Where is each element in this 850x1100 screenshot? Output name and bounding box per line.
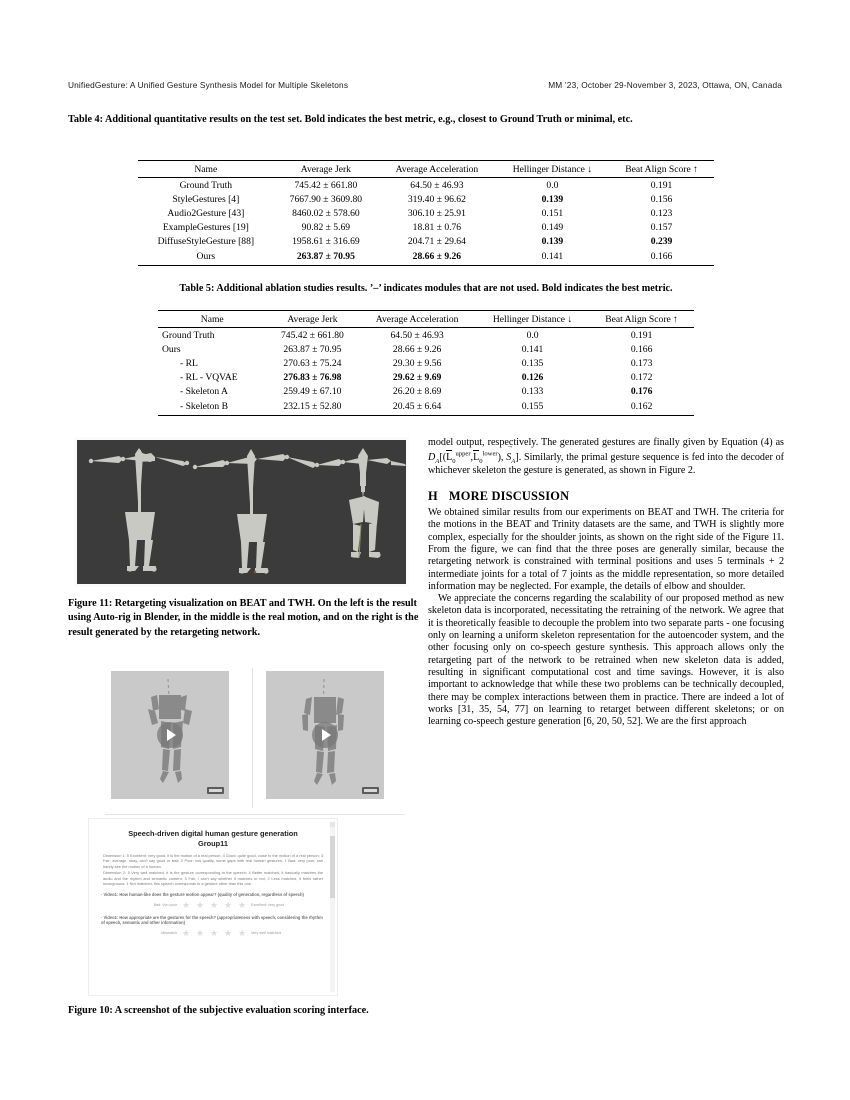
equation-paragraph-pre: model output, respectively. The generated gestures are finally given by Equation (4) as xyxy=(428,437,784,448)
table4-body xyxy=(138,178,714,266)
survey-question-1-rating xyxy=(101,901,327,909)
star-icon[interactable]: ★ xyxy=(224,927,233,938)
equation-symbol-l-upper: L xyxy=(446,451,453,463)
running-head-title: UnifiedGesture: A Unified Gesture Synthesis Model for Multiple Skeletons xyxy=(68,80,349,90)
table5-cell-jerk: 276.83 ± 76.98 xyxy=(283,372,342,384)
table4-cell-name: ExampleGestures [19] xyxy=(162,222,249,234)
star-icon[interactable]: ★ xyxy=(210,927,219,938)
table4-cell-accel: 18.81 ± 0.76 xyxy=(412,222,462,234)
running-head-venue: MM ’23, October 29-November 3, 2023, Ottawa, ON, Canada xyxy=(548,80,782,90)
table4-cell-beat: 0.156 xyxy=(650,193,673,205)
table4-col-accel: Average Acceleration xyxy=(378,161,496,178)
table4-cell-beat: 0.157 xyxy=(650,222,673,234)
table-row xyxy=(158,371,694,385)
skeleton-middle xyxy=(193,449,317,574)
table5-cell-name: - Skeleton B xyxy=(158,399,266,415)
play-button-2[interactable] xyxy=(312,722,338,748)
table5-cell-name: - Skeleton A xyxy=(180,386,228,398)
survey-title-line1: Speech-driven digital human gesture generation xyxy=(128,829,298,838)
table4-cell-jerk: 7667.90 ± 3609.80 xyxy=(289,193,363,205)
table5 xyxy=(158,310,694,416)
skeleton-left xyxy=(89,448,189,572)
equation-paragraph xyxy=(428,436,784,478)
equation-symbol-l-lower-sup: lower xyxy=(482,450,498,458)
table4-header-row xyxy=(138,161,714,178)
survey-form-screenshot xyxy=(88,818,338,996)
table-row xyxy=(138,249,714,265)
table4-cell-accel: 204.71 ± 29.64 xyxy=(407,236,466,248)
table4-cell-jerk: 90.82 ± 5.69 xyxy=(301,222,351,234)
table-row xyxy=(138,192,714,206)
discussion-paragraph-2: We appreciate the concerns regarding the scalability of our proposed method as new skeleton data is incorporated, necessitating the retraining of the network. We agree that it is theoretically feasible to decouple the problem into two separate parts - one focusing only on learning a uniform skeleton representation for the autoencoder system, and the other focusing only on co-speech gesture synthesis. This approach allows only the retargeting part of the network to be retrained when new skeleton data is added, resulting in significant computational cost and time savings. However, it is also important to acknowledge that while these two problems can be technically decoupled, there may be complex interactions between them in practice. There are indeed a lot of works [31, 35, 54, 77] on learning to retarget between different skeletons; or on learning co-speech gesture generation [6, 20, 50, 52]. We are the first approach xyxy=(428,593,784,728)
figure-11-image xyxy=(74,437,409,587)
table-row xyxy=(138,221,714,235)
survey-description xyxy=(103,853,323,886)
table4-cell-hellinger: 0.0 xyxy=(546,179,559,191)
table5-header-row xyxy=(158,311,694,328)
equation-bracket-close: ] xyxy=(515,451,519,463)
survey-question-2 xyxy=(101,915,327,937)
table5-cell-accel: 28.66 ± 9.26 xyxy=(392,343,442,355)
table4-head xyxy=(138,161,714,178)
table5-cell-accel: 29.30 ± 9.56 xyxy=(392,357,442,369)
equation-comma-1: , xyxy=(470,451,474,463)
table4-caption: Table 4: Additional quantitative results on the test set. Bold indicates the best metric, e.g., closest to Ground Truth or minimal, etc. xyxy=(68,114,633,125)
star-rating-2[interactable] xyxy=(182,929,246,937)
table4-cell-hellinger: 0.141 xyxy=(496,249,609,265)
table-row xyxy=(138,206,714,220)
star-icon[interactable]: ★ xyxy=(238,899,247,910)
equation-symbol-l-upper-sub: 0 xyxy=(452,457,456,465)
table5-cell-hellinger: 0.126 xyxy=(521,372,544,384)
table4-cell-beat: 0.239 xyxy=(650,236,673,248)
table5-cell-hellinger: 0.133 xyxy=(521,386,544,398)
table5-cell-beat: 0.173 xyxy=(630,357,653,369)
table5-cell-beat: 0.166 xyxy=(630,343,653,355)
equation-symbol-da-sub: A xyxy=(435,457,440,465)
table5-cell-jerk: 745.42 ± 661.80 xyxy=(281,329,344,341)
table4-cell-jerk: 8460.02 ± 578.60 xyxy=(292,207,360,219)
table-row xyxy=(158,328,694,343)
table5-cell-name: - RL - VQVAE xyxy=(180,372,238,384)
survey-question-1-text: · Video1: How human-like does the gesture motion appear? (quality of generation, regardless of speech) xyxy=(101,891,304,897)
table5-cell-jerk: 232.15 ± 52.80 xyxy=(266,399,358,415)
table5-cell-accel: 29.62 ± 9.69 xyxy=(392,372,442,384)
star-icon[interactable]: ★ xyxy=(210,899,219,910)
table4-col-hellinger: Hellinger Distance ↓ xyxy=(496,161,609,178)
table5-col-hellinger: Hellinger Distance ↓ xyxy=(476,311,589,328)
table-row xyxy=(138,178,714,193)
table5-cell-hellinger: 0.0 xyxy=(526,329,539,341)
table4-cell-hellinger: 0.151 xyxy=(541,207,564,219)
table4-col-beat: Beat Align Score ↑ xyxy=(609,161,714,178)
star-icon[interactable]: ★ xyxy=(196,899,205,910)
video-thumbnail-1[interactable] xyxy=(111,671,229,799)
video-divider xyxy=(252,668,253,808)
equation-symbol-l-upper-sup: upper xyxy=(455,450,471,458)
play-button-1[interactable] xyxy=(157,722,183,748)
discussion-paragraph-1: We obtained similar results from our experiments on BEAT and TWH. The criteria for the motions in the BEAT and Trinity datasets are the same, and TWH is slightly more complex, especially for the shoulder joints, as shown on the right side of the Figure 11. From the figure, we can find that the three poses are generally similar, because the retargeting network is constrained with terminal positions and uses 5 terminals + 2 intermediate joints for a total of 7 joints as the middle representation, so more detailed information may be neglected. For example, the details of elbow and shoulder. xyxy=(428,507,784,592)
table4-cell-name: Audio2Gesture [43] xyxy=(167,207,245,219)
table4-cell-jerk: 263.87 ± 70.95 xyxy=(274,249,378,265)
survey-scrollbar[interactable] xyxy=(330,822,335,992)
survey-title-line2: Group11 xyxy=(198,838,228,848)
table5-col-jerk: Average Jerk xyxy=(266,311,358,328)
table-row xyxy=(158,342,694,356)
table4-cell-jerk: 1958.61 ± 316.69 xyxy=(292,236,360,248)
table5-cell-name: Ours xyxy=(162,343,181,355)
table5-cell-accel: 20.45 ± 6.64 xyxy=(358,399,476,415)
star-icon[interactable]: ★ xyxy=(182,899,191,910)
table5-cell-name: Ground Truth xyxy=(162,329,215,341)
table5-cell-jerk: 263.87 ± 70.95 xyxy=(283,343,342,355)
video-duration-badge-1 xyxy=(207,787,224,794)
video-thumbnail-row xyxy=(105,662,405,815)
table4-cell-accel: 306.10 ± 25.91 xyxy=(407,207,466,219)
table4-cell-name: StyleGestures [4] xyxy=(172,193,240,205)
scrollbar-up-arrow-icon[interactable] xyxy=(330,822,335,827)
table5-col-name: Name xyxy=(158,311,266,328)
table5-cell-hellinger: 0.155 xyxy=(476,399,589,415)
rating-left-label-2: Mismatch xyxy=(161,930,177,935)
survey-question-1 xyxy=(101,892,327,909)
table4-cell-beat: 0.191 xyxy=(650,179,673,191)
table4-cell-accel: 319.40 ± 96.62 xyxy=(407,193,466,205)
table4-cell-name: Ground Truth xyxy=(179,179,233,191)
table5-cell-beat: 0.191 xyxy=(630,329,653,341)
table5-cell-beat: 0.172 xyxy=(630,372,653,384)
scrollbar-thumb[interactable] xyxy=(330,836,335,898)
rating-right-label-1: Excellent: very good xyxy=(251,902,285,907)
table4-cell-hellinger: 0.139 xyxy=(541,193,564,205)
survey-dimension-1-text: Dimension 1: 5 Excellent: very good, it is the motion of a real person; 4 Good: quite good, close to the motion of a real person; 3 Fair: average, okay, can't say good or bad; 2 Poor: low quality, some gaps with real human gestures; 1 Bad: very poor, can barely see the motion of a human. xyxy=(103,853,323,869)
figure-10-caption: Figure 10: A screenshot of the subjective evaluation scoring interface. xyxy=(68,1005,369,1016)
survey-question-2-rating xyxy=(101,929,327,937)
table4-cell-hellinger: 0.149 xyxy=(541,222,564,234)
table4-cell-name: DiffuseStyleGesture [88] xyxy=(157,236,255,248)
right-text-column xyxy=(428,436,784,728)
table4-cell-accel: 28.66 ± 9.26 xyxy=(378,249,496,265)
table-row xyxy=(158,356,694,370)
table5-cell-jerk: 270.63 ± 75.24 xyxy=(283,357,342,369)
table5-cell-hellinger: 0.141 xyxy=(521,343,544,355)
table4-col-name: Name xyxy=(138,161,274,178)
table5-caption: Table 5: Additional ablation studies results. ’–’ indicates modules that are not used. Bold indicates the best metric. xyxy=(179,283,673,294)
equation-bracket-open: [( xyxy=(439,451,447,463)
running-head xyxy=(68,80,782,90)
table5-col-beat: Beat Align Score ↑ xyxy=(589,311,694,328)
table5-cell-hellinger: 0.135 xyxy=(521,357,544,369)
section-heading-more-discussion xyxy=(428,490,784,502)
table5-body xyxy=(158,328,694,416)
equation-bracket-mid: ), xyxy=(497,451,507,463)
section-title: MORE DISCUSSION xyxy=(448,488,570,503)
table4-cell-hellinger: 0.139 xyxy=(541,236,564,248)
survey-question-2-text: · Video1: How appropriate are the gestures for the speech? (appropriateness with speech, considering the rhythm of speech, semantic and other information) xyxy=(101,914,323,926)
equation-symbol-l-lower: L xyxy=(473,451,480,463)
rating-left-label-1: Bad: Von poor xyxy=(153,902,177,907)
table5-cell-name: - RL xyxy=(180,357,198,369)
table5-head xyxy=(158,311,694,328)
figure-11-caption: Figure 11: Retargeting visualization on BEAT and TWH. On the left is the result using Auto-rig in Blender, in the middle is the real motion, and on the right is the result generated by the retargeting network. xyxy=(68,598,419,638)
survey-dimension-2-text: Dimension 2: 5 Very well matched, it is the gesture corresponding to the speech; 4 Better matched, it basically matches the audio and the rhythm and semantic content; 3 Fair, I can't say whether it matches or not; 2 Less matched, it feels rather incongruous; 1 Not matched, this speech corresponds to a gesture other than this one. xyxy=(103,870,323,886)
equation-symbol-da: D xyxy=(428,451,436,463)
table5-cell-accel: 26.20 ± 8.69 xyxy=(392,386,442,398)
table5-cell-beat: 0.162 xyxy=(589,399,694,415)
equation-symbol-sa-sub: A xyxy=(511,457,516,465)
rating-right-label-2: Very well matched xyxy=(251,930,281,935)
video-duration-badge-2 xyxy=(362,787,379,794)
table4-cell-jerk: 745.42 ± 661.80 xyxy=(294,179,358,191)
table-row xyxy=(158,399,694,415)
table4-cell-beat: 0.166 xyxy=(609,249,714,265)
figure-11-canvas xyxy=(77,440,406,584)
equation-symbol-sa: S → xyxy=(506,451,511,465)
table4-cell-beat: 0.123 xyxy=(650,207,673,219)
table5-col-accel: Average Acceleration xyxy=(358,311,476,328)
table4-cell-accel: 64.50 ± 46.93 xyxy=(410,179,464,191)
table4-col-jerk: Average Jerk xyxy=(274,161,378,178)
star-icon[interactable]: ★ xyxy=(238,927,247,938)
star-icon[interactable]: ★ xyxy=(196,927,205,938)
table-row xyxy=(158,385,694,399)
star-rating-1[interactable] xyxy=(182,901,246,909)
table-row xyxy=(138,235,714,249)
table5-cell-beat: 0.176 xyxy=(630,386,653,398)
table5-cell-accel: 64.50 ± 46.93 xyxy=(390,329,444,341)
star-icon[interactable]: ★ xyxy=(182,927,191,938)
section-number: H xyxy=(428,488,438,503)
table4-cell-name: Ours xyxy=(138,249,274,265)
video-thumbnail-2[interactable] xyxy=(266,671,384,799)
table4 xyxy=(138,160,714,266)
star-icon[interactable]: ★ xyxy=(224,899,233,910)
table5-cell-jerk: 259.49 ± 67.10 xyxy=(283,386,342,398)
equation-symbol-l-lower-sub: 0 xyxy=(479,457,483,465)
skeleton-visualization-svg xyxy=(77,440,406,584)
equation-paragraph-post: . Similarly, the primal gesture sequence is fed into the decoder of whichever skeleton the gesture is generated, as shown in Figure 2. xyxy=(428,451,784,477)
survey-title xyxy=(105,829,321,848)
